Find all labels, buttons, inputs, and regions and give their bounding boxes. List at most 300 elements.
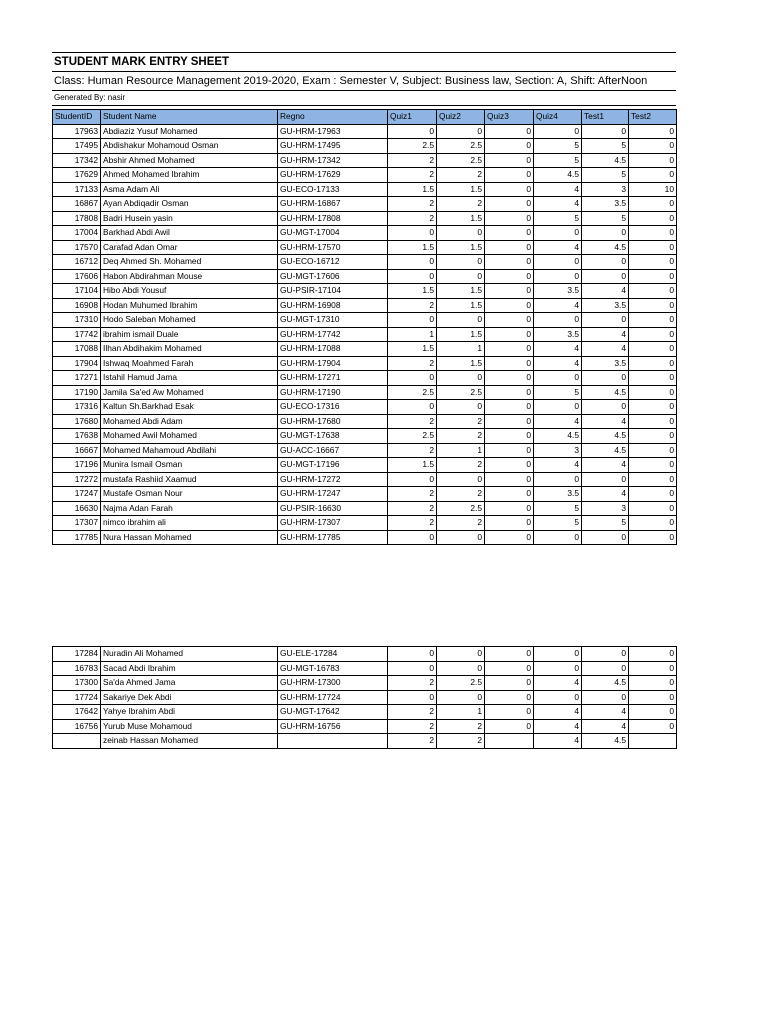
table-cell[interactable]: 4 (582, 705, 629, 720)
table-cell[interactable]: 0 (629, 676, 677, 691)
table-cell[interactable]: Kaltun Sh.Barkhad Esak (101, 400, 278, 415)
table-cell[interactable]: GU-MGT-17196 (278, 458, 388, 473)
table-cell[interactable]: 17316 (53, 400, 101, 415)
table-cell[interactable]: 0 (485, 516, 534, 531)
table-cell[interactable]: 4.5 (534, 168, 582, 183)
table-cell[interactable]: 2 (437, 719, 485, 734)
table-cell[interactable]: 17724 (53, 690, 101, 705)
table-cell[interactable]: 17904 (53, 356, 101, 371)
table-cell[interactable]: 2.5 (388, 429, 437, 444)
table-cell[interactable]: 17088 (53, 342, 101, 357)
table-cell[interactable]: 0 (582, 124, 629, 139)
table-cell[interactable]: 0 (629, 661, 677, 676)
table-cell[interactable]: Munira Ismail Osman (101, 458, 278, 473)
table-cell[interactable]: 2 (388, 705, 437, 720)
table-cell[interactable]: 2 (388, 487, 437, 502)
table-cell[interactable]: 1 (388, 327, 437, 342)
table-cell[interactable]: 4 (534, 676, 582, 691)
table-cell[interactable]: GU-HRM-17247 (278, 487, 388, 502)
table-cell[interactable]: 0 (629, 124, 677, 139)
table-cell[interactable]: Sakariye Dek Abdi (101, 690, 278, 705)
table-cell[interactable]: 0 (534, 690, 582, 705)
table-cell[interactable]: Ishwaq Moahmed Farah (101, 356, 278, 371)
table-cell[interactable]: 0 (485, 429, 534, 444)
table-cell[interactable]: 0 (629, 516, 677, 531)
table-cell[interactable]: 3 (582, 182, 629, 197)
table-cell[interactable]: 0 (629, 284, 677, 299)
table-cell[interactable]: 0 (388, 371, 437, 386)
table-cell[interactable]: Sa'da Ahmed Jama (101, 676, 278, 691)
table-cell[interactable]: 2 (437, 414, 485, 429)
table-cell[interactable]: GU-ECO-17133 (278, 182, 388, 197)
table-cell[interactable]: Mohamed Mahamoud Abdilahi (101, 443, 278, 458)
table-cell[interactable]: 0 (629, 400, 677, 415)
table-cell[interactable]: 0 (485, 371, 534, 386)
table-cell[interactable]: 0 (388, 226, 437, 241)
table-cell[interactable]: GU-HRM-17570 (278, 240, 388, 255)
table-cell[interactable]: 0 (485, 269, 534, 284)
table-cell[interactable]: Yahye Ibrahim Abdi (101, 705, 278, 720)
table-cell[interactable]: 2 (388, 414, 437, 429)
table-cell[interactable]: 0 (534, 226, 582, 241)
table-cell[interactable]: GU-HRM-17808 (278, 211, 388, 226)
table-cell[interactable]: 0 (485, 400, 534, 415)
table-cell[interactable]: 0 (485, 690, 534, 705)
table-cell[interactable]: 16667 (53, 443, 101, 458)
table-cell[interactable]: GU-HRM-17307 (278, 516, 388, 531)
table-cell[interactable] (629, 734, 677, 749)
table-cell[interactable]: Sacad Abdi Ibrahim (101, 661, 278, 676)
table-cell[interactable]: 2 (437, 429, 485, 444)
table-cell[interactable]: GU-HRM-16908 (278, 298, 388, 313)
table-cell[interactable]: 0 (485, 661, 534, 676)
table-cell[interactable]: Badri Husein yasin (101, 211, 278, 226)
table-cell[interactable]: GU-HRM-17495 (278, 139, 388, 154)
table-cell[interactable]: GU-MGT-17638 (278, 429, 388, 444)
table-cell[interactable]: 0 (629, 153, 677, 168)
table-cell[interactable]: 3.5 (534, 284, 582, 299)
table-cell[interactable]: 17680 (53, 414, 101, 429)
table-cell[interactable]: nimco ibrahim ali (101, 516, 278, 531)
table-cell[interactable]: 0 (485, 414, 534, 429)
table-cell[interactable]: Abdishakur Mohamoud Osman (101, 139, 278, 154)
table-cell[interactable]: Deq Ahmed Sh. Mohamed (101, 255, 278, 270)
table-cell[interactable]: 0 (629, 197, 677, 212)
table-cell[interactable]: 0 (485, 472, 534, 487)
table-cell[interactable]: 5 (534, 385, 582, 400)
table-cell[interactable]: 2.5 (388, 385, 437, 400)
table-cell[interactable]: 0 (388, 690, 437, 705)
table-cell[interactable]: 0 (534, 313, 582, 328)
table-cell[interactable]: 0 (437, 530, 485, 545)
table-cell[interactable]: 3.5 (534, 487, 582, 502)
table-cell[interactable]: 0 (629, 705, 677, 720)
table-cell[interactable]: 0 (629, 414, 677, 429)
table-cell[interactable]: Habon Abdirahman Mouse (101, 269, 278, 284)
table-cell[interactable]: 0 (629, 327, 677, 342)
table-cell[interactable]: 0 (485, 284, 534, 299)
table-cell[interactable]: 0 (485, 705, 534, 720)
table-cell[interactable]: 4 (534, 414, 582, 429)
table-cell[interactable]: 2 (388, 676, 437, 691)
table-cell[interactable]: GU-PSIR-17104 (278, 284, 388, 299)
table-cell[interactable]: 5 (582, 139, 629, 154)
table-cell[interactable]: 0 (485, 647, 534, 662)
table-cell[interactable]: 0 (388, 647, 437, 662)
table-cell[interactable]: 0 (485, 168, 534, 183)
table-cell[interactable]: 0 (629, 298, 677, 313)
table-cell[interactable]: 0 (629, 501, 677, 516)
table-cell[interactable]: 2.5 (437, 676, 485, 691)
table-cell[interactable]: 16712 (53, 255, 101, 270)
table-cell[interactable]: GU-HRM-17680 (278, 414, 388, 429)
table-cell[interactable]: 0 (388, 472, 437, 487)
table-cell[interactable]: 17642 (53, 705, 101, 720)
table-cell[interactable]: 0 (582, 472, 629, 487)
table-cell[interactable]: 0 (485, 313, 534, 328)
table-cell[interactable]: 2.5 (437, 385, 485, 400)
table-cell[interactable]: 3.5 (582, 298, 629, 313)
table-cell[interactable]: Asma Adam Ali (101, 182, 278, 197)
table-cell[interactable]: 0 (485, 255, 534, 270)
table-cell[interactable]: 4.5 (582, 734, 629, 749)
table-cell[interactable]: 5 (534, 211, 582, 226)
table-cell[interactable]: 0 (485, 197, 534, 212)
table-cell[interactable]: 5 (534, 516, 582, 531)
table-cell[interactable]: 4.5 (582, 676, 629, 691)
table-cell[interactable]: 0 (485, 719, 534, 734)
table-cell[interactable]: 2 (437, 516, 485, 531)
table-cell[interactable]: 0 (437, 226, 485, 241)
table-cell[interactable]: GU-MGT-17310 (278, 313, 388, 328)
table-cell[interactable]: 3.5 (582, 197, 629, 212)
table-cell[interactable]: 2 (388, 168, 437, 183)
table-cell[interactable]: Ahmed Mohamed Ibrahim (101, 168, 278, 183)
table-cell[interactable]: 0 (437, 255, 485, 270)
table-cell[interactable]: 0 (485, 458, 534, 473)
table-cell[interactable]: 0 (629, 530, 677, 545)
table-cell[interactable]: 5 (582, 168, 629, 183)
table-cell[interactable]: Hodan Muhumed Ibrahim (101, 298, 278, 313)
table-cell[interactable]: 1 (437, 705, 485, 720)
table-cell[interactable]: GU-HRM-17963 (278, 124, 388, 139)
table-cell[interactable]: 0 (629, 371, 677, 386)
table-cell[interactable]: 4 (582, 458, 629, 473)
table-cell[interactable]: 4.5 (582, 385, 629, 400)
table-cell[interactable]: 4 (534, 182, 582, 197)
table-cell[interactable]: 16756 (53, 719, 101, 734)
table-cell[interactable]: 0 (388, 530, 437, 545)
table-cell[interactable]: GU-HRM-17742 (278, 327, 388, 342)
table-cell[interactable]: 2 (437, 197, 485, 212)
table-cell[interactable]: 1.5 (437, 182, 485, 197)
table-cell[interactable]: 0 (485, 443, 534, 458)
table-cell[interactable]: 2 (388, 153, 437, 168)
table-cell[interactable]: GU-HRM-16867 (278, 197, 388, 212)
table-cell[interactable]: 17742 (53, 327, 101, 342)
table-cell[interactable]: 4 (534, 240, 582, 255)
table-cell[interactable]: 0 (534, 255, 582, 270)
table-cell[interactable]: 0 (582, 313, 629, 328)
table-cell[interactable]: mustafa Rashiid Xaamud (101, 472, 278, 487)
table-cell[interactable]: GU-HRM-17342 (278, 153, 388, 168)
table-cell[interactable]: Nura Hassan Mohamed (101, 530, 278, 545)
table-cell[interactable]: 0 (437, 371, 485, 386)
table-cell[interactable]: 0 (388, 269, 437, 284)
table-cell[interactable]: Abdiaziz Yusuf Mohamed (101, 124, 278, 139)
table-cell[interactable]: 0 (582, 255, 629, 270)
table-cell[interactable]: Barkhad Abdi Awil (101, 226, 278, 241)
table-cell[interactable]: Nuradin Ali Mohamed (101, 647, 278, 662)
table-cell[interactable]: 0 (582, 647, 629, 662)
table-cell[interactable]: GU-HRM-17629 (278, 168, 388, 183)
table-cell[interactable]: Mohamed Abdi Adam (101, 414, 278, 429)
table-cell[interactable]: Abshir Ahmed Mohamed (101, 153, 278, 168)
table-cell[interactable]: 17190 (53, 385, 101, 400)
table-cell[interactable]: 0 (629, 472, 677, 487)
table-cell[interactable]: 4.5 (582, 240, 629, 255)
table-cell[interactable]: 0 (629, 719, 677, 734)
table-cell[interactable]: 0 (534, 530, 582, 545)
table-cell[interactable]: 5 (534, 139, 582, 154)
table-cell[interactable]: 1 (437, 443, 485, 458)
table-cell[interactable]: 16867 (53, 197, 101, 212)
table-cell[interactable]: 2 (388, 211, 437, 226)
table-cell[interactable]: 5 (582, 211, 629, 226)
table-cell[interactable]: GU-HRM-17088 (278, 342, 388, 357)
table-cell[interactable]: 0 (388, 124, 437, 139)
table-cell[interactable]: Yurub Muse Mohamoud (101, 719, 278, 734)
table-cell[interactable]: 0 (629, 429, 677, 444)
table-cell[interactable]: 0 (388, 313, 437, 328)
table-cell[interactable]: 4 (534, 719, 582, 734)
table-cell[interactable]: 0 (437, 269, 485, 284)
table-cell[interactable]: 0 (437, 647, 485, 662)
table-cell[interactable]: GU-MGT-17606 (278, 269, 388, 284)
table-cell[interactable]: 0 (582, 400, 629, 415)
table-cell[interactable]: 2 (388, 516, 437, 531)
table-cell[interactable]: 2 (388, 501, 437, 516)
table-cell[interactable]: 5 (534, 501, 582, 516)
table-cell[interactable]: 4.5 (582, 153, 629, 168)
table-cell[interactable]: 16630 (53, 501, 101, 516)
table-cell[interactable]: 0 (582, 530, 629, 545)
table-cell[interactable]: 0 (485, 487, 534, 502)
table-cell[interactable] (53, 734, 101, 749)
table-cell[interactable]: GU-HRM-17904 (278, 356, 388, 371)
table-cell[interactable]: 1.5 (437, 211, 485, 226)
table-cell[interactable]: 0 (437, 400, 485, 415)
table-cell[interactable]: GU-HRM-17272 (278, 472, 388, 487)
table-cell[interactable]: 0 (534, 647, 582, 662)
table-cell[interactable]: 0 (485, 298, 534, 313)
table-cell[interactable]: 0 (629, 385, 677, 400)
table-cell[interactable]: Istahil Hamud Jama (101, 371, 278, 386)
table-cell[interactable]: GU-ACC-16667 (278, 443, 388, 458)
table-cell[interactable]: 0 (437, 472, 485, 487)
table-cell[interactable]: 5 (534, 153, 582, 168)
table-cell[interactable] (485, 734, 534, 749)
table-cell[interactable]: GU-HRM-17300 (278, 676, 388, 691)
table-cell[interactable]: 0 (629, 647, 677, 662)
table-cell[interactable]: 1.5 (437, 284, 485, 299)
table-cell[interactable]: 0 (629, 458, 677, 473)
table-cell[interactable]: 2.5 (437, 501, 485, 516)
table-cell[interactable]: 0 (534, 371, 582, 386)
table-cell[interactable]: 17284 (53, 647, 101, 662)
table-cell[interactable]: 0 (437, 313, 485, 328)
table-cell[interactable]: GU-HRM-17724 (278, 690, 388, 705)
table-cell[interactable]: zeinab Hassan Mohamed (101, 734, 278, 749)
table-cell[interactable]: 4 (534, 734, 582, 749)
table-cell[interactable]: 4 (582, 327, 629, 342)
table-cell[interactable]: 0 (629, 356, 677, 371)
table-cell[interactable]: 0 (582, 371, 629, 386)
table-cell[interactable]: 17310 (53, 313, 101, 328)
table-cell[interactable]: 4 (534, 705, 582, 720)
table-cell[interactable]: 2 (437, 734, 485, 749)
table-cell[interactable]: 0 (485, 226, 534, 241)
table-cell[interactable]: GU-HRM-17190 (278, 385, 388, 400)
table-cell[interactable]: 3 (534, 443, 582, 458)
table-cell[interactable]: 0 (629, 211, 677, 226)
table-cell[interactable]: 0 (629, 443, 677, 458)
table-cell[interactable]: 1.5 (437, 327, 485, 342)
table-cell[interactable]: 4 (534, 356, 582, 371)
table-cell[interactable]: 17638 (53, 429, 101, 444)
table-cell[interactable]: 1.5 (388, 284, 437, 299)
table-cell[interactable]: GU-ECO-17316 (278, 400, 388, 415)
table-cell[interactable]: 2 (437, 487, 485, 502)
table-cell[interactable]: 1 (437, 342, 485, 357)
table-cell[interactable]: 0 (437, 124, 485, 139)
table-cell[interactable]: 4 (534, 342, 582, 357)
table-cell[interactable]: 3.5 (582, 356, 629, 371)
table-cell[interactable]: 2 (388, 298, 437, 313)
table-cell[interactable]: 0 (485, 385, 534, 400)
table-cell[interactable]: 17271 (53, 371, 101, 386)
table-cell[interactable]: 5 (582, 516, 629, 531)
table-cell[interactable]: 17247 (53, 487, 101, 502)
table-cell[interactable]: 17300 (53, 676, 101, 691)
table-cell[interactable]: 17196 (53, 458, 101, 473)
table-cell[interactable]: 0 (485, 124, 534, 139)
table-cell[interactable]: 3.5 (534, 327, 582, 342)
table-cell[interactable]: Hodo Saleban Mohamed (101, 313, 278, 328)
table-cell[interactable]: 17495 (53, 139, 101, 154)
table-cell[interactable]: 4.5 (582, 429, 629, 444)
table-cell[interactable]: 2 (388, 197, 437, 212)
table-cell[interactable]: 16783 (53, 661, 101, 676)
table-cell[interactable]: GU-ECO-16712 (278, 255, 388, 270)
table-cell[interactable]: 0 (388, 255, 437, 270)
table-cell[interactable]: 2.5 (437, 153, 485, 168)
table-cell[interactable]: 1.5 (388, 458, 437, 473)
table-cell[interactable]: GU-ELE-17284 (278, 647, 388, 662)
table-cell[interactable]: 4 (582, 414, 629, 429)
table-cell[interactable]: 0 (485, 356, 534, 371)
table-cell[interactable]: Hibo Abdi Yousuf (101, 284, 278, 299)
table-cell[interactable]: 4.5 (534, 429, 582, 444)
table-cell[interactable]: 17570 (53, 240, 101, 255)
table-cell[interactable]: 0 (437, 690, 485, 705)
table-cell[interactable]: Ayan Abdiqadir Osman (101, 197, 278, 212)
table-cell[interactable]: 1.5 (388, 182, 437, 197)
table-cell[interactable]: 0 (388, 400, 437, 415)
table-cell[interactable]: 2 (388, 719, 437, 734)
table-cell[interactable]: 2 (437, 458, 485, 473)
table-cell[interactable]: GU-HRM-17785 (278, 530, 388, 545)
table-cell[interactable]: 3 (582, 501, 629, 516)
table-cell[interactable]: 0 (534, 661, 582, 676)
table-cell[interactable]: 17808 (53, 211, 101, 226)
table-cell[interactable]: 0 (534, 124, 582, 139)
table-cell[interactable]: 0 (437, 661, 485, 676)
table-cell[interactable]: 17629 (53, 168, 101, 183)
table-cell[interactable]: Jamila Sa'ed Aw Mohamed (101, 385, 278, 400)
table-cell[interactable]: 1.5 (437, 298, 485, 313)
table-cell[interactable]: GU-MGT-17004 (278, 226, 388, 241)
table-cell[interactable]: 2 (388, 734, 437, 749)
table-cell[interactable]: 4 (582, 342, 629, 357)
table-cell[interactable]: 0 (629, 240, 677, 255)
table-cell[interactable]: 0 (534, 400, 582, 415)
table-cell[interactable]: 0 (629, 226, 677, 241)
table-cell[interactable]: GU-MGT-17642 (278, 705, 388, 720)
table-cell[interactable]: 1.5 (437, 240, 485, 255)
table-cell[interactable]: GU-HRM-16756 (278, 719, 388, 734)
table-cell[interactable]: 0 (629, 313, 677, 328)
table-cell[interactable]: 4 (582, 487, 629, 502)
table-cell[interactable]: 0 (582, 226, 629, 241)
table-cell[interactable]: 17133 (53, 182, 101, 197)
table-cell[interactable]: 4 (582, 719, 629, 734)
table-cell[interactable]: 4 (582, 284, 629, 299)
table-cell[interactable]: 0 (629, 487, 677, 502)
table-cell[interactable]: 0 (629, 255, 677, 270)
table-cell[interactable]: 17606 (53, 269, 101, 284)
table-cell[interactable]: 0 (629, 690, 677, 705)
table-cell[interactable]: 0 (485, 342, 534, 357)
table-cell[interactable]: ibrahim ismail Duale (101, 327, 278, 342)
table-cell[interactable]: 4 (534, 458, 582, 473)
table-cell[interactable]: Mustafe Osman Nour (101, 487, 278, 502)
table-cell[interactable]: 17307 (53, 516, 101, 531)
table-cell[interactable]: 0 (582, 690, 629, 705)
table-cell[interactable]: 0 (485, 182, 534, 197)
table-cell[interactable]: 1.5 (388, 342, 437, 357)
table-cell[interactable]: 0 (485, 240, 534, 255)
table-cell[interactable]: 2 (388, 443, 437, 458)
table-cell[interactable]: 4 (534, 298, 582, 313)
table-cell[interactable]: 0 (629, 168, 677, 183)
table-cell[interactable]: 17104 (53, 284, 101, 299)
table-cell[interactable]: 0 (485, 153, 534, 168)
table-cell[interactable]: 0 (485, 327, 534, 342)
table-cell[interactable]: 4 (534, 197, 582, 212)
table-cell[interactable]: 0 (534, 472, 582, 487)
table-cell[interactable]: Mohamed Awil Mohamed (101, 429, 278, 444)
table-cell[interactable]: 0 (582, 269, 629, 284)
table-cell[interactable]: GU-HRM-17271 (278, 371, 388, 386)
table-cell[interactable]: 0 (629, 139, 677, 154)
table-cell[interactable]: 4.5 (582, 443, 629, 458)
table-cell[interactable]: 2.5 (388, 139, 437, 154)
table-cell[interactable]: 10 (629, 182, 677, 197)
table-cell[interactable]: 0 (485, 676, 534, 691)
table-cell[interactable]: 16908 (53, 298, 101, 313)
table-cell[interactable]: 0 (629, 269, 677, 284)
